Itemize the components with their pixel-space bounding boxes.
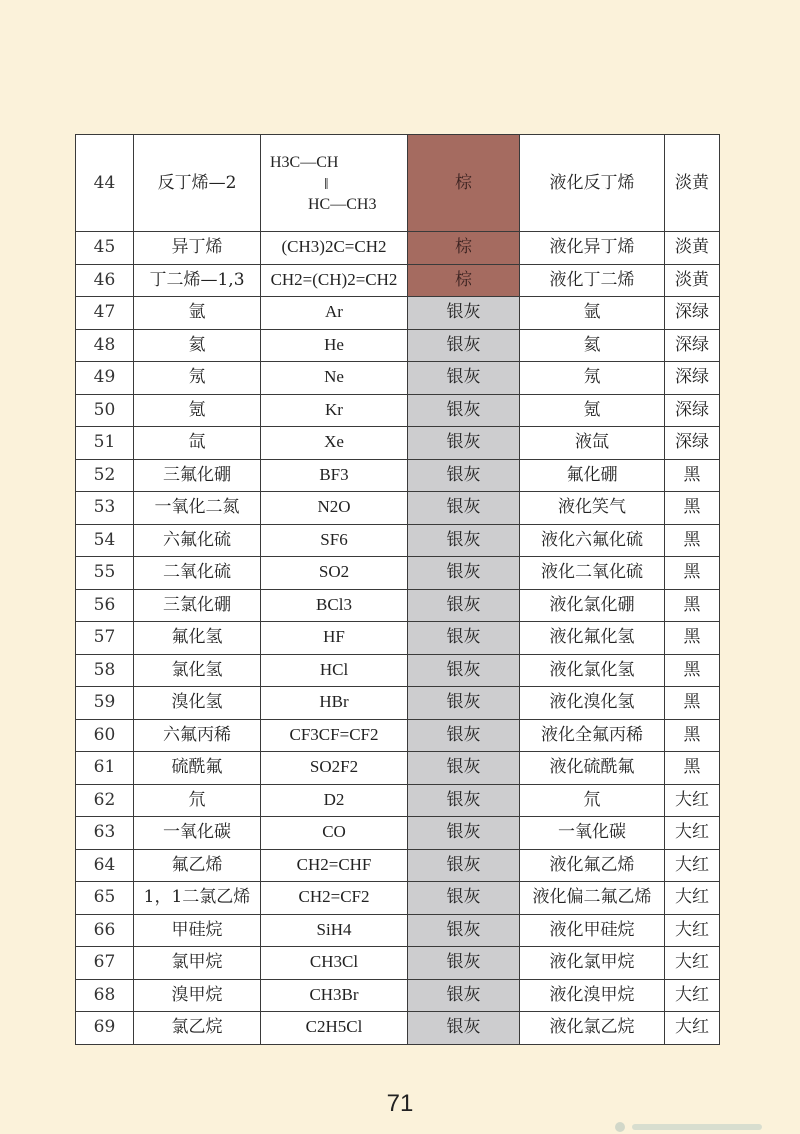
chemical-formula: CH2=(CH)2=CH2 — [261, 264, 408, 297]
label-text: 液化二氧化硫 — [520, 557, 665, 590]
row-number: 51 — [76, 427, 134, 460]
cylinder-color: 棕 — [408, 264, 520, 297]
chemical-formula: HCl — [261, 654, 408, 687]
label-color: 黑 — [665, 719, 720, 752]
cylinder-color: 银灰 — [408, 817, 520, 850]
label-color: 大红 — [665, 882, 720, 915]
row-number: 55 — [76, 557, 134, 590]
cylinder-color: 银灰 — [408, 719, 520, 752]
label-color: 黑 — [665, 752, 720, 785]
table-row — [76, 232, 720, 265]
cylinder-color: 银灰 — [408, 427, 520, 460]
table-row — [76, 817, 720, 850]
row-number: 58 — [76, 654, 134, 687]
label-text: 液化笑气 — [520, 492, 665, 525]
page-number: 71 — [386, 1090, 414, 1117]
label-color: 深绿 — [665, 427, 720, 460]
gas-name: 六氟丙稀 — [134, 719, 261, 752]
cylinder-color: 银灰 — [408, 784, 520, 817]
cylinder-color: 银灰 — [408, 849, 520, 882]
row-number: 44 — [76, 135, 134, 232]
label-color: 大红 — [665, 849, 720, 882]
label-color: 黑 — [665, 524, 720, 557]
table-row — [76, 947, 720, 980]
chemical-formula: HF — [261, 622, 408, 655]
label-color: 淡黄 — [665, 232, 720, 265]
row-number: 54 — [76, 524, 134, 557]
chemical-formula: SO2F2 — [261, 752, 408, 785]
gas-name: 氯甲烷 — [134, 947, 261, 980]
chemical-formula: CH3Cl — [261, 947, 408, 980]
chemical-formula: HBr — [261, 687, 408, 720]
chemical-formula: D2 — [261, 784, 408, 817]
chemical-formula: CO — [261, 817, 408, 850]
gas-name: 氪 — [134, 394, 261, 427]
cylinder-color: 银灰 — [408, 979, 520, 1012]
label-text: 液化丁二烯 — [520, 264, 665, 297]
label-color: 深绿 — [665, 394, 720, 427]
gas-name: 氦 — [134, 329, 261, 362]
row-number: 60 — [76, 719, 134, 752]
table-row — [76, 329, 720, 362]
cylinder-color: 银灰 — [408, 687, 520, 720]
label-text: 氦 — [520, 329, 665, 362]
gas-name: 反丁烯—2 — [134, 135, 261, 232]
table-row — [76, 264, 720, 297]
label-color: 大红 — [665, 784, 720, 817]
cylinder-color: 银灰 — [408, 947, 520, 980]
gas-name: 氯乙烷 — [134, 1012, 261, 1045]
chemical-formula: SiH4 — [261, 914, 408, 947]
label-text: 氪 — [520, 394, 665, 427]
label-color: 深绿 — [665, 329, 720, 362]
label-text: 氩 — [520, 297, 665, 330]
label-text: 液化全氟丙稀 — [520, 719, 665, 752]
gas-name: 氩 — [134, 297, 261, 330]
structure-double-bond: ‖ — [324, 176, 329, 193]
table-row — [76, 719, 720, 752]
table-row — [76, 914, 720, 947]
label-text: 氖 — [520, 362, 665, 395]
table-row — [76, 752, 720, 785]
table-row — [76, 459, 720, 492]
row-number: 46 — [76, 264, 134, 297]
label-text: 液化氯化氢 — [520, 654, 665, 687]
label-color: 深绿 — [665, 297, 720, 330]
row-number: 47 — [76, 297, 134, 330]
chemical-formula: SF6 — [261, 524, 408, 557]
label-color: 黑 — [665, 687, 720, 720]
cylinder-color: 银灰 — [408, 622, 520, 655]
chemical-formula: Ar — [261, 297, 408, 330]
chemical-formula: CH2=CF2 — [261, 882, 408, 915]
label-color: 黑 — [665, 492, 720, 525]
label-text: 液化甲硅烷 — [520, 914, 665, 947]
gas-name: 氘 — [134, 784, 261, 817]
label-text: 液化氯乙烷 — [520, 1012, 665, 1045]
cylinder-color: 银灰 — [408, 914, 520, 947]
chemical-formula: BCl3 — [261, 589, 408, 622]
table-body — [76, 135, 720, 1045]
cylinder-color: 银灰 — [408, 589, 520, 622]
chemical-formula: He — [261, 329, 408, 362]
row-number: 69 — [76, 1012, 134, 1045]
structural-formula-diagram — [264, 143, 404, 223]
table-row — [76, 362, 720, 395]
row-number: 50 — [76, 394, 134, 427]
row-number: 59 — [76, 687, 134, 720]
cylinder-color: 银灰 — [408, 362, 520, 395]
gas-name: 异丁烯 — [134, 232, 261, 265]
table-row — [76, 979, 720, 1012]
label-text: 液化反丁烯 — [520, 135, 665, 232]
table-row — [76, 427, 720, 460]
row-number: 61 — [76, 752, 134, 785]
label-text: 一氧化碳 — [520, 817, 665, 850]
label-color: 大红 — [665, 979, 720, 1012]
watermark-logo — [612, 1120, 772, 1134]
label-color: 黑 — [665, 654, 720, 687]
row-number: 67 — [76, 947, 134, 980]
row-number: 53 — [76, 492, 134, 525]
table-row — [76, 135, 720, 232]
cylinder-color: 银灰 — [408, 752, 520, 785]
row-number: 49 — [76, 362, 134, 395]
chemical-formula: Xe — [261, 427, 408, 460]
table-row — [76, 394, 720, 427]
label-text: 氟化硼 — [520, 459, 665, 492]
label-text: 液化硫酰氟 — [520, 752, 665, 785]
row-number: 56 — [76, 589, 134, 622]
table-row — [76, 687, 720, 720]
label-text: 氘 — [520, 784, 665, 817]
label-color: 大红 — [665, 817, 720, 850]
cylinder-color: 银灰 — [408, 524, 520, 557]
table-row — [76, 784, 720, 817]
gas-name: 一氧化碳 — [134, 817, 261, 850]
chemical-formula: SO2 — [261, 557, 408, 590]
label-color: 淡黄 — [665, 264, 720, 297]
gas-name: 氟化氢 — [134, 622, 261, 655]
row-number: 52 — [76, 459, 134, 492]
label-text: 液化六氟化硫 — [520, 524, 665, 557]
gas-name: 二氧化硫 — [134, 557, 261, 590]
cylinder-color: 棕 — [408, 232, 520, 265]
label-color: 大红 — [665, 1012, 720, 1045]
table-row — [76, 849, 720, 882]
gas-name: 一氧化二氮 — [134, 492, 261, 525]
label-color: 黑 — [665, 589, 720, 622]
chemical-formula: CH2=CHF — [261, 849, 408, 882]
label-color: 大红 — [665, 914, 720, 947]
cylinder-color: 银灰 — [408, 297, 520, 330]
table-row — [76, 589, 720, 622]
table-row — [76, 882, 720, 915]
gas-name: 甲硅烷 — [134, 914, 261, 947]
label-color: 深绿 — [665, 362, 720, 395]
cylinder-color: 银灰 — [408, 492, 520, 525]
table-row — [76, 654, 720, 687]
label-color: 大红 — [665, 947, 720, 980]
row-number: 65 — [76, 882, 134, 915]
chemical-formula: BF3 — [261, 459, 408, 492]
row-number: 68 — [76, 979, 134, 1012]
cylinder-color: 棕 — [408, 135, 520, 232]
row-number: 62 — [76, 784, 134, 817]
gas-name: 溴化氢 — [134, 687, 261, 720]
label-text: 液化溴甲烷 — [520, 979, 665, 1012]
gas-name: 硫酰氟 — [134, 752, 261, 785]
structural-formula — [261, 135, 408, 232]
row-number: 64 — [76, 849, 134, 882]
cylinder-color: 银灰 — [408, 329, 520, 362]
chemical-formula: C2H5Cl — [261, 1012, 408, 1045]
chemical-formula: CH3Br — [261, 979, 408, 1012]
cylinder-color: 银灰 — [408, 394, 520, 427]
label-color: 黑 — [665, 622, 720, 655]
table-row — [76, 524, 720, 557]
cylinder-color: 银灰 — [408, 557, 520, 590]
table-row — [76, 492, 720, 525]
table-row — [76, 557, 720, 590]
gas-name: 1，1二氯乙烯 — [134, 882, 261, 915]
gas-name: 溴甲烷 — [134, 979, 261, 1012]
gas-name: 氯化氢 — [134, 654, 261, 687]
cylinder-color: 银灰 — [408, 882, 520, 915]
label-color: 黑 — [665, 459, 720, 492]
gas-name: 三氯化硼 — [134, 589, 261, 622]
label-text: 液化氯甲烷 — [520, 947, 665, 980]
chemical-formula: N2O — [261, 492, 408, 525]
gas-name: 六氟化硫 — [134, 524, 261, 557]
cylinder-color: 银灰 — [408, 654, 520, 687]
label-text: 液化异丁烯 — [520, 232, 665, 265]
label-text: 液化氟乙烯 — [520, 849, 665, 882]
gas-name: 氟乙烯 — [134, 849, 261, 882]
row-number: 45 — [76, 232, 134, 265]
label-color: 黑 — [665, 557, 720, 590]
chemical-formula: Kr — [261, 394, 408, 427]
row-number: 57 — [76, 622, 134, 655]
cylinder-color: 银灰 — [408, 1012, 520, 1045]
structure-top-line: H3C—CH — [270, 154, 339, 171]
structure-bottom-line: HC—CH3 — [308, 196, 377, 213]
row-number: 66 — [76, 914, 134, 947]
gas-cylinder-color-table — [75, 134, 720, 1045]
gas-name: 氖 — [134, 362, 261, 395]
label-text: 液氙 — [520, 427, 665, 460]
label-text: 液化偏二氟乙烯 — [520, 882, 665, 915]
label-text: 液化氯化硼 — [520, 589, 665, 622]
label-color: 淡黄 — [665, 135, 720, 232]
chemical-formula: (CH3)2C=CH2 — [261, 232, 408, 265]
gas-name: 丁二烯—1,3 — [134, 264, 261, 297]
label-text: 液化氟化氢 — [520, 622, 665, 655]
row-number: 48 — [76, 329, 134, 362]
cylinder-color: 银灰 — [408, 459, 520, 492]
chemical-formula: Ne — [261, 362, 408, 395]
row-number: 63 — [76, 817, 134, 850]
label-text: 液化溴化氢 — [520, 687, 665, 720]
table-row — [76, 297, 720, 330]
table-row — [76, 1012, 720, 1045]
chemical-formula: CF3CF=CF2 — [261, 719, 408, 752]
gas-name: 氙 — [134, 427, 261, 460]
table-row — [76, 622, 720, 655]
gas-name: 三氟化硼 — [134, 459, 261, 492]
